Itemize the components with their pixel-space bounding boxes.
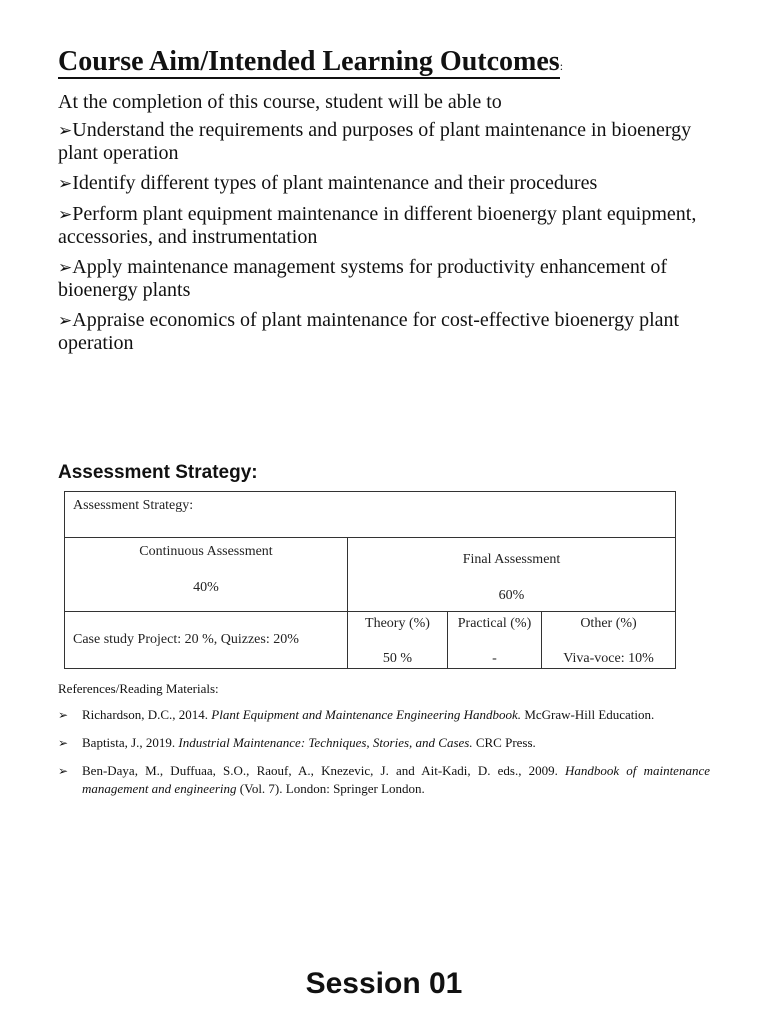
practical-cell bbox=[448, 612, 542, 669]
learning-outcome-text: Understand the requirements and purposes of plant maintenance in bioenergy plant operation bbox=[58, 119, 692, 164]
theory-value: 50 % bbox=[382, 651, 413, 666]
arrow-bullet-icon: ➢ bbox=[58, 258, 73, 278]
outcomes-intro: At the completion of this course, student will be able to bbox=[58, 91, 502, 113]
theory-label: Theory (%) bbox=[365, 616, 430, 631]
assessment-table bbox=[64, 491, 676, 669]
arrow-bullet-icon: ➢ bbox=[58, 174, 73, 194]
reference-authors: Richardson, D.C., 2014. bbox=[82, 707, 212, 722]
reference-title: Handbook of maintenance management and engineering bbox=[82, 763, 710, 796]
theory-cell bbox=[348, 612, 448, 669]
arrow-bullet-icon: ➢ bbox=[58, 736, 69, 750]
session-label: Session 01 bbox=[305, 967, 463, 1000]
learning-outcome-text: Perform plant equipment maintenance in different bioenergy plant equipment, accessories, and instrumentation bbox=[58, 203, 697, 248]
final-assessment-value: 60% bbox=[498, 588, 525, 603]
arrow-bullet-icon: ➢ bbox=[58, 764, 69, 778]
assessment-table-header: Assessment Strategy: bbox=[65, 492, 676, 538]
learning-outcome-text: Appraise economics of plant maintenance for cost-effective bioenergy plant operation bbox=[58, 309, 680, 354]
reference-publisher: CRC Press. bbox=[472, 735, 536, 750]
reference-title: Industrial Maintenance: Techniques, Stories, and Cases. bbox=[178, 735, 473, 750]
reference-publisher: McGraw-Hill Education. bbox=[521, 707, 655, 722]
reference-authors: Ben-Daya, M., Duffuaa, S.O., Raouf, A., Knezevic, J. and Ait-Kadi, D. eds., 2009. bbox=[82, 763, 565, 778]
learning-outcome-text: Apply maintenance management systems for productivity enhancement of bioenergy plants bbox=[58, 256, 668, 301]
final-assessment-label: Final Assessment bbox=[462, 552, 561, 567]
course-aim-title bbox=[58, 44, 563, 84]
continuous-assessment-value: 40% bbox=[193, 580, 219, 595]
reference-item bbox=[58, 706, 710, 724]
other-label: Other (%) bbox=[580, 616, 637, 631]
assessment-heading: Assessment Strategy: bbox=[58, 462, 258, 483]
continuous-assessment-cell bbox=[65, 538, 348, 612]
reference-item bbox=[58, 762, 710, 798]
continuous-assessment-detail: Case study Project: 20 %, Quizzes: 20% bbox=[65, 612, 348, 669]
reference-item bbox=[58, 734, 710, 752]
continuous-assessment-label: Continuous Assessment bbox=[139, 544, 273, 559]
practical-value: - bbox=[492, 651, 497, 666]
reference-title: Plant Equipment and Maintenance Engineering Handbook. bbox=[211, 707, 522, 722]
references-list bbox=[58, 706, 710, 808]
course-aim-title-text: Course Aim/Intended Learning Outcomes bbox=[58, 46, 560, 77]
arrow-bullet-icon: ➢ bbox=[58, 708, 69, 722]
learning-outcome-text: Identify different types of plant maintenance and their procedures bbox=[72, 172, 598, 194]
final-assessment-cell bbox=[348, 538, 676, 612]
learning-outcome bbox=[58, 203, 718, 248]
learning-outcomes-list bbox=[58, 119, 718, 362]
arrow-bullet-icon: ➢ bbox=[58, 205, 73, 225]
arrow-bullet-icon: ➢ bbox=[58, 311, 73, 331]
arrow-bullet-icon: ➢ bbox=[58, 121, 73, 141]
practical-label: Practical (%) bbox=[457, 616, 532, 631]
learning-outcome bbox=[58, 309, 718, 354]
reference-authors: Baptista, J., 2019. bbox=[82, 735, 179, 750]
reference-publisher: (Vol. 7). London: Springer London. bbox=[236, 781, 425, 796]
learning-outcome bbox=[58, 172, 718, 195]
other-value: Viva-voce: 10% bbox=[563, 651, 654, 666]
learning-outcome bbox=[58, 119, 718, 164]
course-aim-title-suffix: : bbox=[559, 59, 564, 73]
other-cell bbox=[542, 612, 676, 669]
learning-outcome bbox=[58, 256, 718, 301]
references-title: References/Reading Materials: bbox=[58, 681, 219, 696]
